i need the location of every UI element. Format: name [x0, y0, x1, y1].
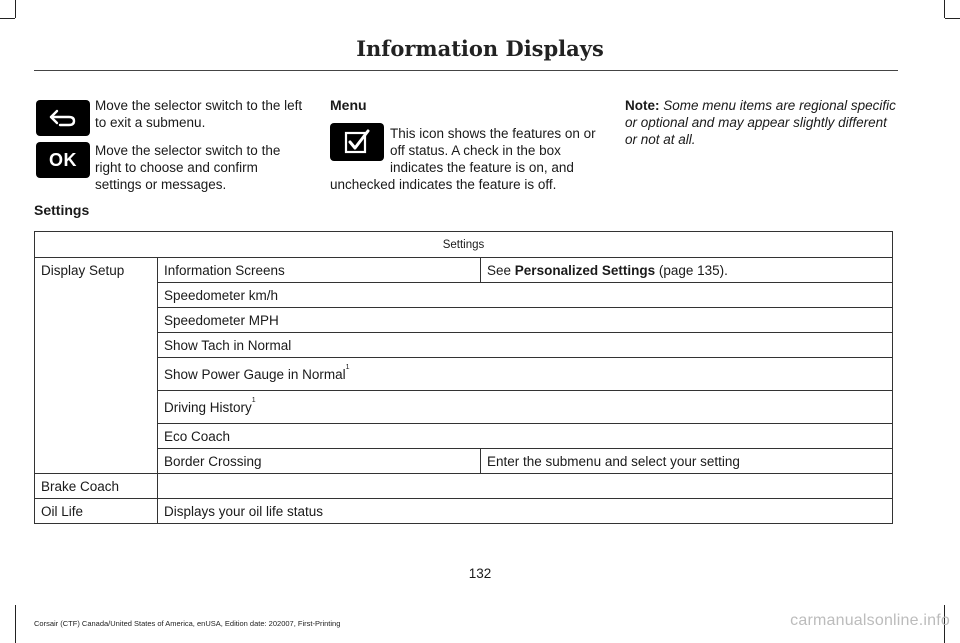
table-row: [35, 258, 893, 283]
page-title: Information Displays: [356, 36, 604, 61]
return-arrow-icon: [48, 108, 78, 128]
table-row: [35, 499, 893, 524]
eco-coach-cell: Eco Coach: [158, 424, 893, 449]
power-gauge-cell: [158, 358, 893, 391]
ok-instruction: Move the selector switch to the right to choose and confirm settings or messages.: [95, 143, 281, 192]
table-row: [35, 308, 893, 333]
crop-mark: [0, 18, 15, 19]
crop-mark: [945, 18, 960, 19]
back-instruction: Move the selector switch to the left to exit a submenu.: [95, 98, 303, 130]
crop-mark: [15, 0, 16, 18]
driving-history-label: Driving History: [164, 399, 252, 415]
power-gauge-footnote: 1: [345, 363, 350, 371]
oil-life-desc: Displays your oil life status: [158, 499, 893, 524]
power-gauge-label: Show Power Gauge in Normal: [164, 366, 346, 382]
table-caption: Settings: [35, 232, 893, 258]
table-header-row: [35, 232, 893, 258]
speedometer-kmh-cell: Speedometer km/h: [158, 283, 893, 308]
watermark: carmanualsonline.info: [790, 612, 950, 629]
ok-label: OK: [49, 149, 77, 170]
display-setup-cell: Display Setup: [35, 258, 158, 474]
info-see: See: [487, 262, 512, 278]
menu-icon-spacer: [330, 125, 390, 175]
table-row: [35, 333, 893, 358]
brake-coach-cell: Brake Coach: [35, 474, 158, 499]
info-page-ref: (page 135).: [658, 262, 728, 278]
note-text: Some menu items are regional specific or optional and may appear slightly different or not at all.: [625, 98, 896, 147]
header-rule: [34, 70, 898, 71]
oil-life-cell: Oil Life: [35, 499, 158, 524]
menu-description: [330, 125, 608, 193]
crop-mark: [15, 605, 16, 643]
information-screens-desc: [481, 258, 893, 283]
border-crossing-cell: Border Crossing: [158, 449, 481, 474]
settings-heading: Settings: [34, 202, 90, 218]
table-row: [35, 391, 893, 424]
menu-description-text: This icon shows the features on or off status. A check in the box indicates the feature is on, and unchecked indicates the feature is off.: [330, 126, 596, 192]
brake-coach-desc: [158, 474, 893, 499]
information-screens-cell: Information Screens: [158, 258, 481, 283]
table-row: [35, 424, 893, 449]
table-row: [35, 474, 893, 499]
speedometer-mph-cell: Speedometer MPH: [158, 308, 893, 333]
page-number: 132: [468, 566, 492, 581]
settings-table: [34, 231, 893, 524]
border-crossing-desc: Enter the submenu and select your setting: [481, 449, 893, 474]
crop-mark: [944, 0, 945, 18]
personalized-settings-link: Personalized Settings: [514, 262, 656, 278]
table-row: [35, 283, 893, 308]
driving-history-cell: [158, 391, 893, 424]
note-label: Note:: [625, 98, 660, 113]
menu-heading: Menu: [330, 97, 367, 113]
show-tach-cell: Show Tach in Normal: [158, 333, 893, 358]
table-row: [35, 449, 893, 474]
driving-history-footnote: 1: [251, 396, 256, 404]
ok-button-icon: [36, 142, 90, 178]
note: [625, 97, 897, 148]
table-row: [35, 358, 893, 391]
edition-footer: Corsair (CTF) Canada/United States of America, enUSA, Edition date: 202007, First-Printing: [34, 619, 341, 628]
back-button-icon: [36, 100, 90, 136]
